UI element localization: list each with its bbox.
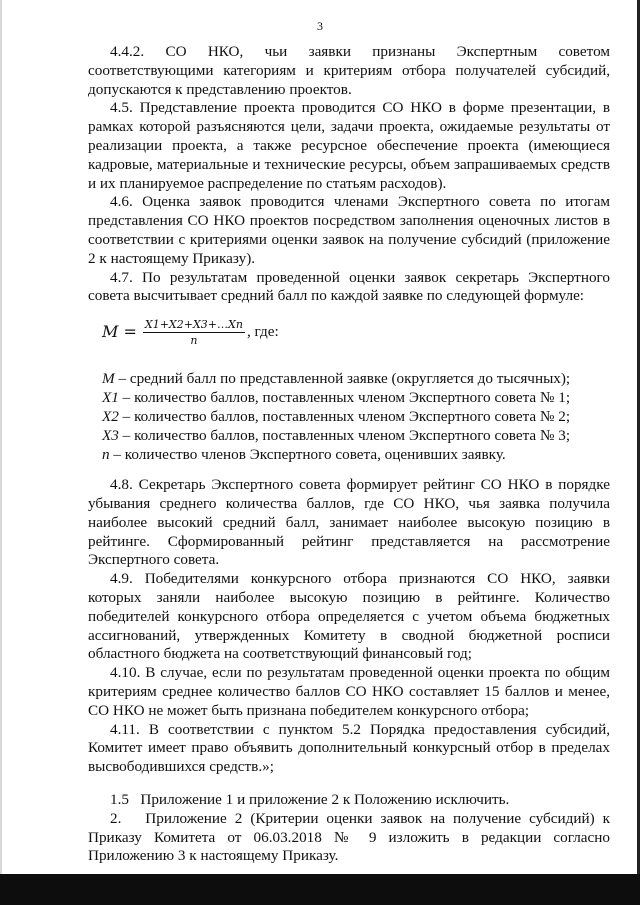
- legend-symbol: M: [102, 370, 115, 388]
- legend-symbol: X2: [102, 408, 119, 426]
- paragraph-4-7: 4.7. По результатам проведенной оценки заявок секретарь Экспертного совета высчитывает средний балл по каждой заявке по следующей формуле:: [88, 268, 610, 305]
- legend-row: [102, 388, 610, 407]
- scan-left-edge: [0, 0, 2, 905]
- formula-fraction: [143, 318, 245, 347]
- legend-text: – количество баллов, поставленных членом Экспертного совета № 2;: [118, 408, 571, 426]
- paragraph-4-6: 4.6. Оценка заявок проводится членами Экспертного совета по итогам представления СО НКО проектов посредством заполнения оценочных листов в соответствии с критериями оценки заявок на получение субсидий (приложение 2 к настоящему Приказу).: [88, 193, 610, 267]
- formula-tail: , где:: [246, 323, 279, 341]
- paragraph-4-9: 4.9. Победителями конкурсного отбора признаются СО НКО, заявки которых заняли наиболее высокую позицию в рейтинге. Количество победителей конкурсного отбора определяется с учетом объема бюджетных ассигнований, утвержденных Комитету в сводной бюджетной росписи областного бюджета на соответствующий финансовый год;: [88, 570, 610, 663]
- item-1-5: 1.5 Приложение 1 и приложение 2 к Положению исключить.: [110, 790, 510, 808]
- page-number: 3: [317, 19, 323, 33]
- legend-row: [102, 426, 610, 445]
- item-2: 2. Приложение 2 (Критерии оценки заявок на получение субсидий) к Приказу Комитета от 06.03.2018 № 9 изложить в редакции согласно Приложению 3 к настоящему Приказу.: [88, 809, 614, 865]
- formula-denominator: n: [190, 334, 198, 348]
- legend-row: [102, 445, 610, 464]
- legend-text: – количество членов Экспертного совета, оценивших заявку.: [109, 446, 506, 464]
- legend-row: [102, 407, 610, 426]
- paragraph-4-11: 4.11. В соответствии с пунктом 5.2 Порядка предоставления субсидий, Комитет имеет право объявить дополнительный конкурсный отбор в пределах высвободившихся средств.»;: [88, 720, 610, 776]
- legend-symbol: X3: [102, 427, 119, 445]
- legend-symbol: X1: [102, 389, 119, 407]
- paragraph-4-4-2: 4.4.2. СО НКО, чьи заявки признаны Экспертным советом соответствующими категориям и критериям отбора получателей субсидий, допускаются к представлению проектов.: [88, 43, 610, 98]
- legend-text: – количество баллов, поставленных членом Экспертного совета № 1;: [118, 389, 571, 407]
- spacer: [88, 464, 610, 476]
- legend-symbol: n: [102, 446, 110, 464]
- formula-lhs: M =: [102, 322, 137, 342]
- spacer: [88, 777, 610, 791]
- document-body: [88, 43, 614, 866]
- legend-text: – средний балл по представленной заявке (округляется до тысячных);: [114, 370, 571, 388]
- legend-row: [102, 369, 610, 388]
- paragraph-4-10: 4.10. В случае, если по результатам проведенной оценки проекта по общим критериям среднее количество баллов СО НКО составляет 15 баллов и менее, СО НКО не может быть признана победителем конкурсного отбора;: [88, 664, 610, 719]
- average-score-formula: [102, 318, 610, 347]
- paragraph-4-5: 4.5. Представление проекта проводится СО НКО в форме презентации, в рамках которой разъясняются цели, задачи проекта, ожидаемые результаты от реализации проекта, а также ресурсное обеспечение проекта (имеющиеся кадровые, материальные и технические ресурсы, объем запрашиваемых средств и их планируемое распределение по статьям расходов).: [88, 99, 610, 192]
- paragraph-4-8: 4.8. Секретарь Экспертного совета формирует рейтинг СО НКО в порядке убывания среднего количества баллов, где СО НКО, чья заявка получила наиболее высокий средний балл, занимает наиболее высокую позицию в рейтинге. Сформированный рейтинг представляется на рассмотрение Экспертного совета.: [88, 476, 610, 569]
- legend-text: – количество баллов, поставленных членом Экспертного совета № 3;: [118, 427, 571, 445]
- formula-legend: [102, 369, 610, 464]
- scan-bottom-border: [0, 874, 640, 905]
- formula-numerator: X1+X2+X3+…Xn: [144, 318, 243, 332]
